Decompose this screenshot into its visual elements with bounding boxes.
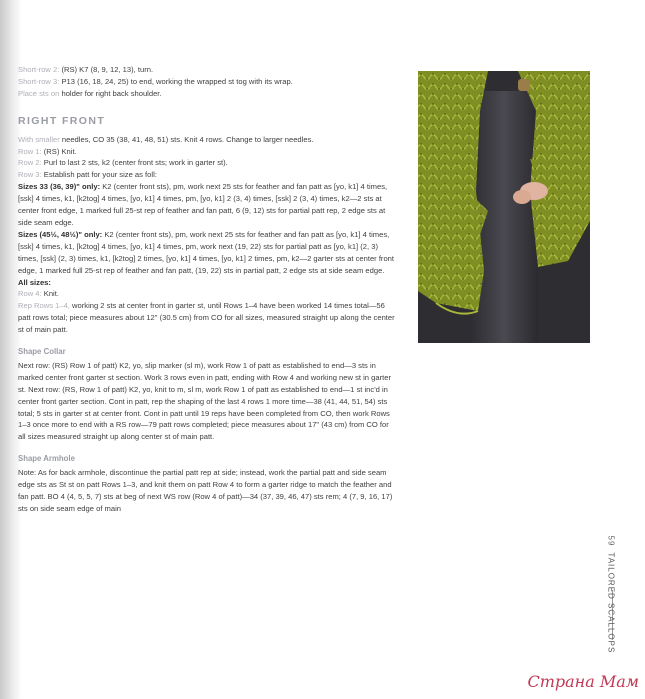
all-sizes-heading: All sizes: [18,277,51,287]
sizes-b-text: K2 (center front sts), pm, work next 25 sts for feather and fan patt as [yo, k1] 4 times, [ssk] 4 times, k1, [k2tog] 4 times, [yo, k1] 4 times, pm, work next (19, 22) sts for partial patt as [yo, k1] (2, 3) times, [ssk] (2, 3) times, k1, [k2tog] 2 times, [yo, k1] 4 times, [yo, k1] 2 times, pm, k2—2 garter sts at center front edge, 1 marked full 25-st rep of feather and fan patt, (19, 22) sts in partial patt, 2 edge sts at side seam edge. [18,229,395,275]
row-4-text: Knit. [41,289,59,299]
row-3-line [18,169,396,181]
site-watermark: Страна Мам [527,672,639,691]
section-title-right-front: RIGHT FRONT [18,114,106,127]
sizes-a-label: Sizes 33 (36, 39)" only: [18,182,101,192]
row-1-text: (RS) Knit. [41,146,77,156]
repeat-rows-text: working 2 sts at center front in garter st, until Rows 1–4 have been worked 14 times total—56 patt rows total; piece measures about 12" (30.5 cm) from CO for all sizes, measured straight up along the center st of main patt. [18,301,395,335]
repeat-rows-line [18,300,396,336]
cardigan-photo [418,71,590,343]
sizes-a-text: K2 (center front sts), pm, work next 25 sts for feather and fan patt as [yo, k1] 4 times, [ssk] 4 times, k1, [k2tog] 4 times, [yo, k1] 4 times, pm, [yo, k1] 2 (3, 4) times, [ssk] 2 (3, 4) times, k2—2 sts at center front edge, 1 marked full 25-st rep of feather and fan patt, 6 (9, 12) sts for partial patt rep, 2 edge sts at side seam edge. [18,182,388,227]
row-1-line [18,146,396,158]
sizes-b-label: Sizes (45½, 48½)" only: [18,229,103,239]
cast-on-lead: With smaller [18,134,60,144]
row-2-lead: Row 2: [18,158,42,168]
row-4-line [18,288,396,300]
row-1-lead: Row 1: [18,146,42,156]
short-row-3-text: P13 (16, 18, 24, 25) to end, working the wrapped st tog with its wrap. [59,76,293,86]
short-row-2 [18,64,396,76]
row-4-lead: Row 4: [18,289,42,299]
row-3-text: Establish patt for your size as foll: [41,170,157,180]
all-sizes-label [18,277,396,289]
cast-on-text: needles, CO 35 (38, 41, 48, 51) sts. Knit 4 rows. Change to larger needles. [59,134,314,144]
shape-collar-text: Next row: (RS) Row 1 of patt) K2, yo, slip marker (sl m), work Row 1 of patt as established to end—3 sts in marked center front garter st section. Work 3 rows even in patt, ending with Row 4 and working new st in garter st. Next row: (RS, Row 1 of patt) K2, yo, knit to m, sl m, work Row 1 of patt as established to end—1 st inc'd in center front garter section. Cont in patt, rep the shaping of the last 4 rows 1 more time—38 (41, 44, 51, 54) sts total; 5 sts in garter st at center front. Cont in patt until 19 reps have been completed from CO, then work Rows 1–3 once more to end with a RS row—79 patt rows completed; piece measures about 17" (43 cm) from CO for all sizes measured straight up along center st of main patt. [18,360,391,442]
sizes-b-instruction [18,229,396,277]
short-row-3 [18,76,396,88]
cardigan-illustration [418,71,590,343]
row-2-text: Purl to last 2 sts, k2 (center front sts; work in garter st). [41,158,228,168]
shape-armhole-heading: Shape Armhole [18,454,75,464]
row-2-line [18,157,396,169]
row-3-lead: Row 3: [18,170,42,180]
short-row-2-text: (RS) K7 (8, 9, 12, 13), turn. [59,65,154,74]
shape-armhole-text: Note: As for back armhole, discontinue the partial patt rep at side; instead, work the partial patt and side seam edge sts as St st on patt Rows 1–3, and knit them on patt Row 4 to form a garter ridge to match the feather and fan patt. BO 4 (4, 5, 5, 7) sts at beg of next WS row (Row 4 of patt)—34 (37, 39, 46, 47) sts rem; 4 (7, 9, 16, 17) sts on side seam edge of main [18,468,393,513]
short-row-3-lead: Short-row 3: [18,76,60,86]
page-number: 59 [606,535,616,547]
short-row-2-lead: Short-row 2: [18,65,60,74]
running-head [606,528,616,668]
running-head-text [607,536,616,670]
holder-note-text: holder for right back shoulder. [59,88,162,98]
sizes-a-instruction [18,181,396,229]
holder-note [18,88,396,100]
repeat-rows-lead: Rep Rows 1–4, [18,301,70,311]
pattern-text-column [18,64,396,515]
cast-on-line [18,134,396,146]
shape-collar-heading: Shape Collar [18,347,66,357]
holder-note-lead: Place sts on [18,88,60,98]
running-title: TAILORED SCALLOPS [606,552,616,654]
